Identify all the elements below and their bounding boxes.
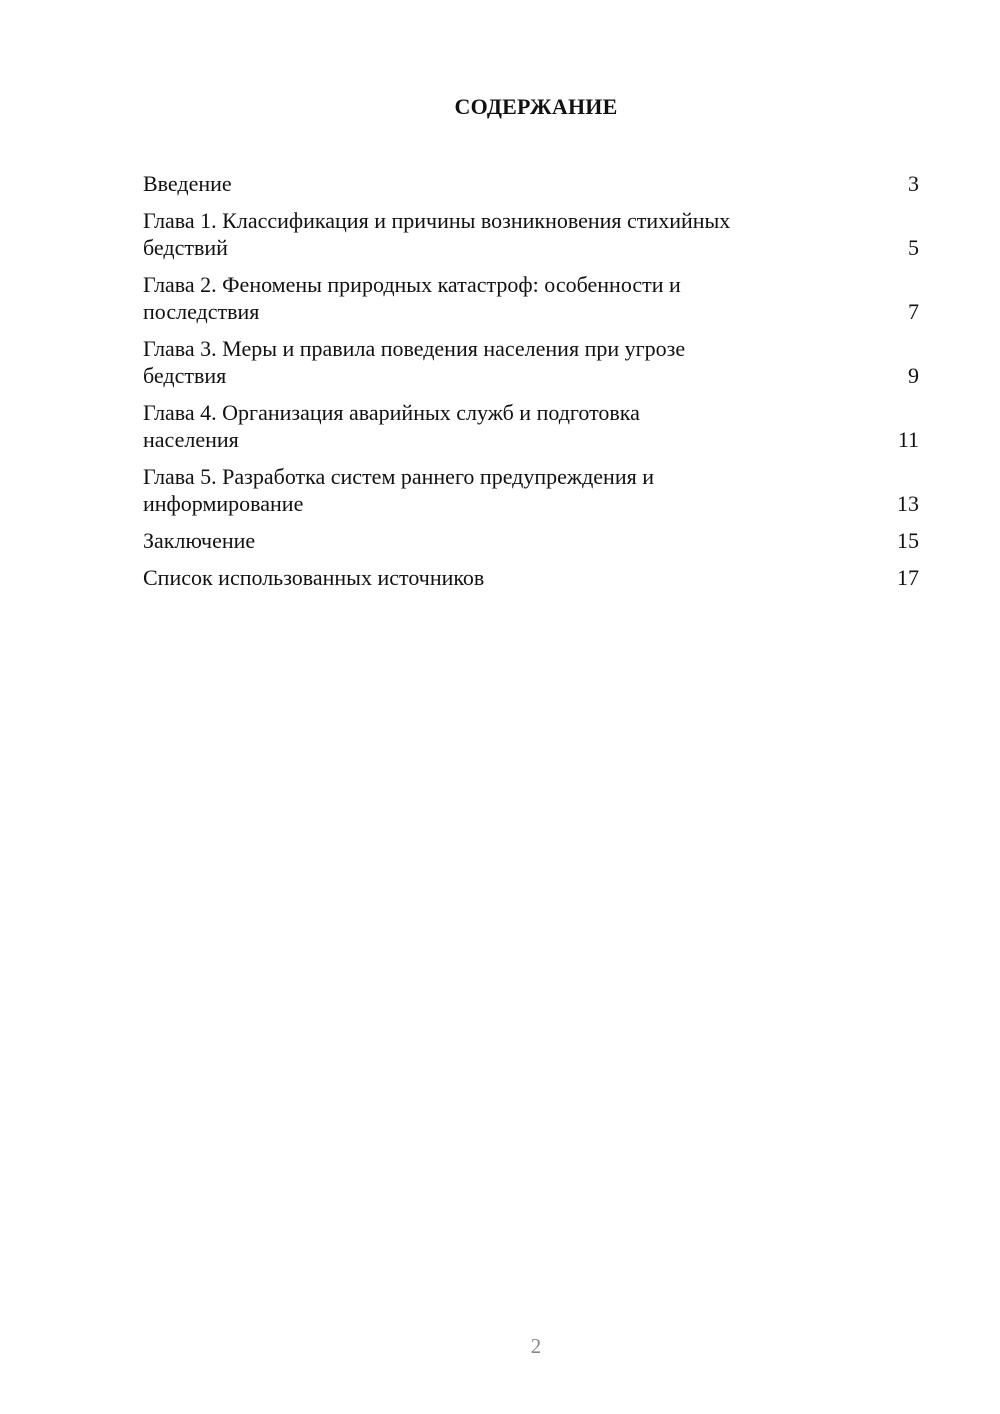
toc-entry-page: 3 xyxy=(908,171,919,196)
toc-entry-page: 15 xyxy=(897,528,919,553)
page-title: СОДЕРЖАНИЕ xyxy=(454,94,618,119)
toc-entry[interactable] xyxy=(143,207,919,261)
toc-entry-page: 13 xyxy=(897,491,919,516)
toc-entry[interactable] xyxy=(143,463,919,517)
toc-entry-title-line: Список использованных источников xyxy=(143,565,485,590)
toc-entry-title-line: Введение xyxy=(143,171,232,196)
toc-entry[interactable] xyxy=(143,399,919,453)
toc-entry-title xyxy=(143,463,654,517)
toc-entry-title-line: Глава 3. Меры и правила поведения населения при угрозе xyxy=(143,336,686,361)
toc-entry-title xyxy=(143,335,685,389)
toc-entry-title xyxy=(143,170,232,197)
toc-entry-page: 17 xyxy=(897,565,919,590)
toc-entry-title xyxy=(143,527,255,554)
toc-entry-title-line: последствия xyxy=(143,299,260,324)
toc-entry-title-line: Глава 2. Феномены природных катастроф: особенности и xyxy=(143,272,681,297)
toc-entry-title-line: Глава 1. Классификация и причины возникновения стихийных xyxy=(143,208,731,233)
toc-entry[interactable] xyxy=(143,527,919,554)
toc-entry[interactable] xyxy=(143,271,919,325)
toc-entry[interactable] xyxy=(143,170,919,197)
toc-entry-title-line: населения xyxy=(143,427,239,452)
table-of-contents xyxy=(143,170,919,601)
toc-entry-title-line: информирование xyxy=(143,491,304,516)
toc-entry-page: 7 xyxy=(908,299,919,324)
toc-entry-page: 11 xyxy=(897,427,919,452)
toc-entry-title xyxy=(143,207,730,261)
toc-entry-title-line: бедствия xyxy=(143,363,227,388)
toc-entry-title xyxy=(143,399,640,453)
page-number: 2 xyxy=(530,1334,542,1358)
toc-entry-page: 5 xyxy=(908,235,919,260)
toc-entry-title xyxy=(143,271,681,325)
toc-entry-title-line: Заключение xyxy=(143,528,256,553)
toc-entry-title xyxy=(143,564,484,591)
toc-entry[interactable] xyxy=(143,564,919,591)
toc-entry[interactable] xyxy=(143,335,919,389)
toc-entry-page: 9 xyxy=(908,363,919,388)
toc-entry-title-line: Глава 5. Разработка систем раннего предупреждения и xyxy=(143,464,654,489)
toc-entry-title-line: Глава 4. Организация аварийных служб и подготовка xyxy=(143,400,640,425)
toc-entry-title-line: бедствий xyxy=(143,235,228,260)
